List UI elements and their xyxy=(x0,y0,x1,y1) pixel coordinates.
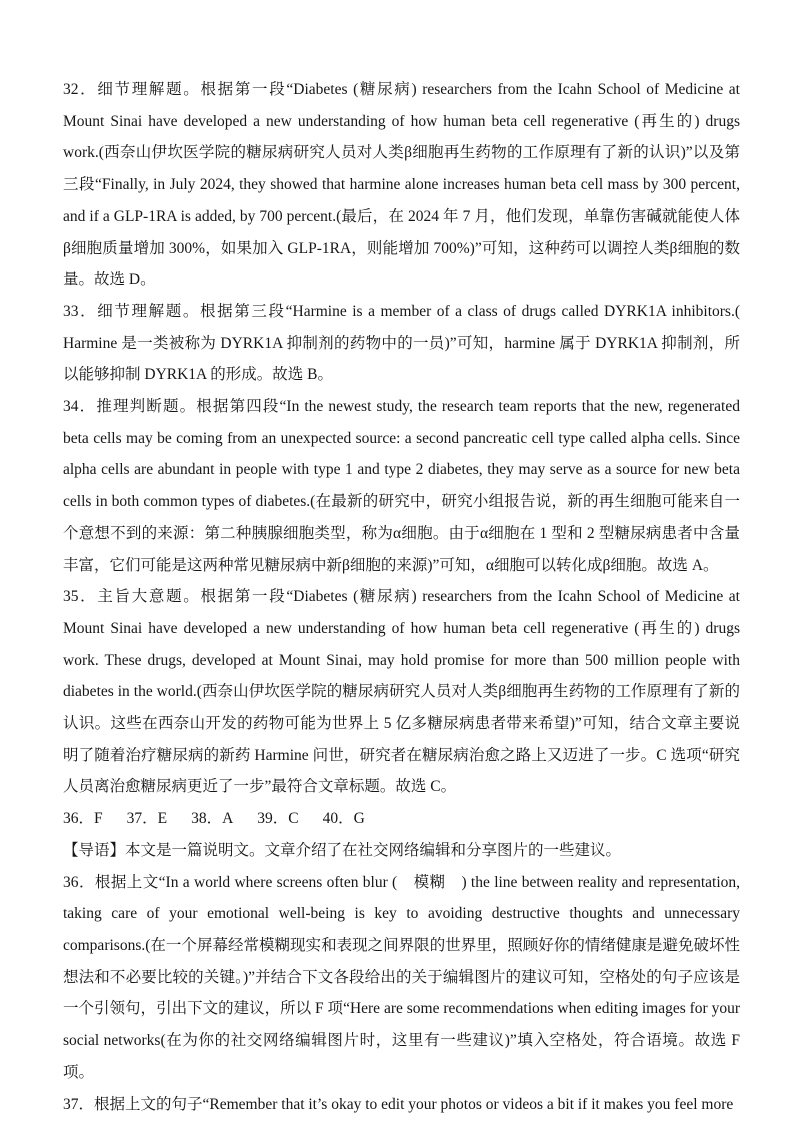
answer-explanation-q36: 36．根据上文“In a world where screens often blur ( 模糊 ) the line between reality and representation, taking care of your emotional well-being is key to avoiding destructive thoughts and unnecessary comparisons.(在一个屏幕经常模糊现实和表现之间界限的世界里，照顾好你的情绪健康是避免破坏性想法和不必要比较的关键。)”并结合下文各段给出的关于编辑图片的建议可知，空格处的句子应该是一个引领句，引出下文的建议，所以 F 项“Here are some recommendations when editing images for your social networks(在为你的社交网络编辑图片时，这里有一些建议)”填入空格处，符合语境。故选 F 项。 xyxy=(63,873,740,1081)
answer-explanation-q33: 33．细节理解题。根据第三段“Harmine is a member of a class of drugs called DYRK1A inhibitors.( Harmine 是一类被称为 DYRK1A 抑制剂的药物中的一员)”可知，harmine 属于 DYRK1A 抑制剂，所以能够抑制 DYRK1A 的形成。故选 B。 xyxy=(63,302,740,384)
answer-explanation-q37: 37．根据上文的句子“Remember that it’s okay to edit your photos or videos a bit if it makes you feel more xyxy=(63,1095,734,1113)
answer-pair-37: 37．E xyxy=(126,810,168,828)
answer-explanation-q32: 32．细节理解题。根据第一段“Diabetes (糖尿病) researchers from the Icahn School of Medicine at Mount Sinai have developed a new understanding of how human beta cell regenerative (再生的) drugs work.(西奈山伊坎医学院的糖尿病研究人员对人类β细胞再生药物的工作原理有了新的认识)”以及第三段“Finally, in July 2024, they showed that harmine alone increases human beta cell mass by 300 percent, and if a GLP-1RA is added, by 700 percent.(最后，在 2024 年 7 月，他们发现，单靠伤害碱就能使人体β细胞质量增加 300%，如果加入 GLP-1RA，则能增加 700%)”可知，这种药可以调控人类β细胞的数量。故选 D。 xyxy=(63,81,740,289)
answer-pair-39: 39．C xyxy=(257,810,299,828)
answer-explanation-q35: 35．主旨大意题。根据第一段“Diabetes (糖尿病) researchers from the Icahn School of Medicine at Mount Sinai have developed a new understanding of how human beta cell regenerative (再生的) drugs work. These drugs, developed at Mount Sinai, may hold promise for more than 500 million people with diabetes in the world.(西奈山伊坎医学院的糖尿病研究人员对人类β细胞再生药物的工作原理有了新的认识。这些在西奈山开发的药物可能为世界上 5 亿多糖尿病患者带来希望)”可知，结合文章主要说明了随着治疗糖尿病的新药 Harmine 问世，研究者在糖尿病治愈之路上又迈进了一步。C 选项“研究人员离治愈糖尿病更近了一步”最符合文章标题。故选 C。 xyxy=(63,588,740,796)
answer-pair-40: 40．G xyxy=(322,810,365,828)
passage-intro-note: 【导语】本文是一篇说明文。文章介绍了在社交网络编辑和分享图片的一些建议。 xyxy=(63,841,622,859)
answer-pair-38: 38．A xyxy=(191,810,234,828)
answer-pair-36: 36．F xyxy=(63,810,103,828)
answer-explanation-q34: 34．推理判断题。根据第四段“In the newest study, the research team reports that the new, regenerated beta cells may be coming from an unexpected source: a second pancreatic cell type called alpha cells. Since alpha cells are abundant in people with type 1 and type 2 diabetes, they may serve as a source for new beta cells in both common types of diabetes.(在最新的研究中，研究小组报告说，新的再生细胞可能来自一个意想不到的来源：第二种胰腺细胞类型，称为α细胞。由于α细胞在 1 型和 2 型糖尿病患者中含量丰富，它们可能是这两种常见糖尿病中新β细胞的来源)”可知，α细胞可以转化成β细胞。故选 A。 xyxy=(63,398,740,574)
answer-key-row-36-40 xyxy=(63,803,740,835)
document-content xyxy=(63,74,740,1120)
